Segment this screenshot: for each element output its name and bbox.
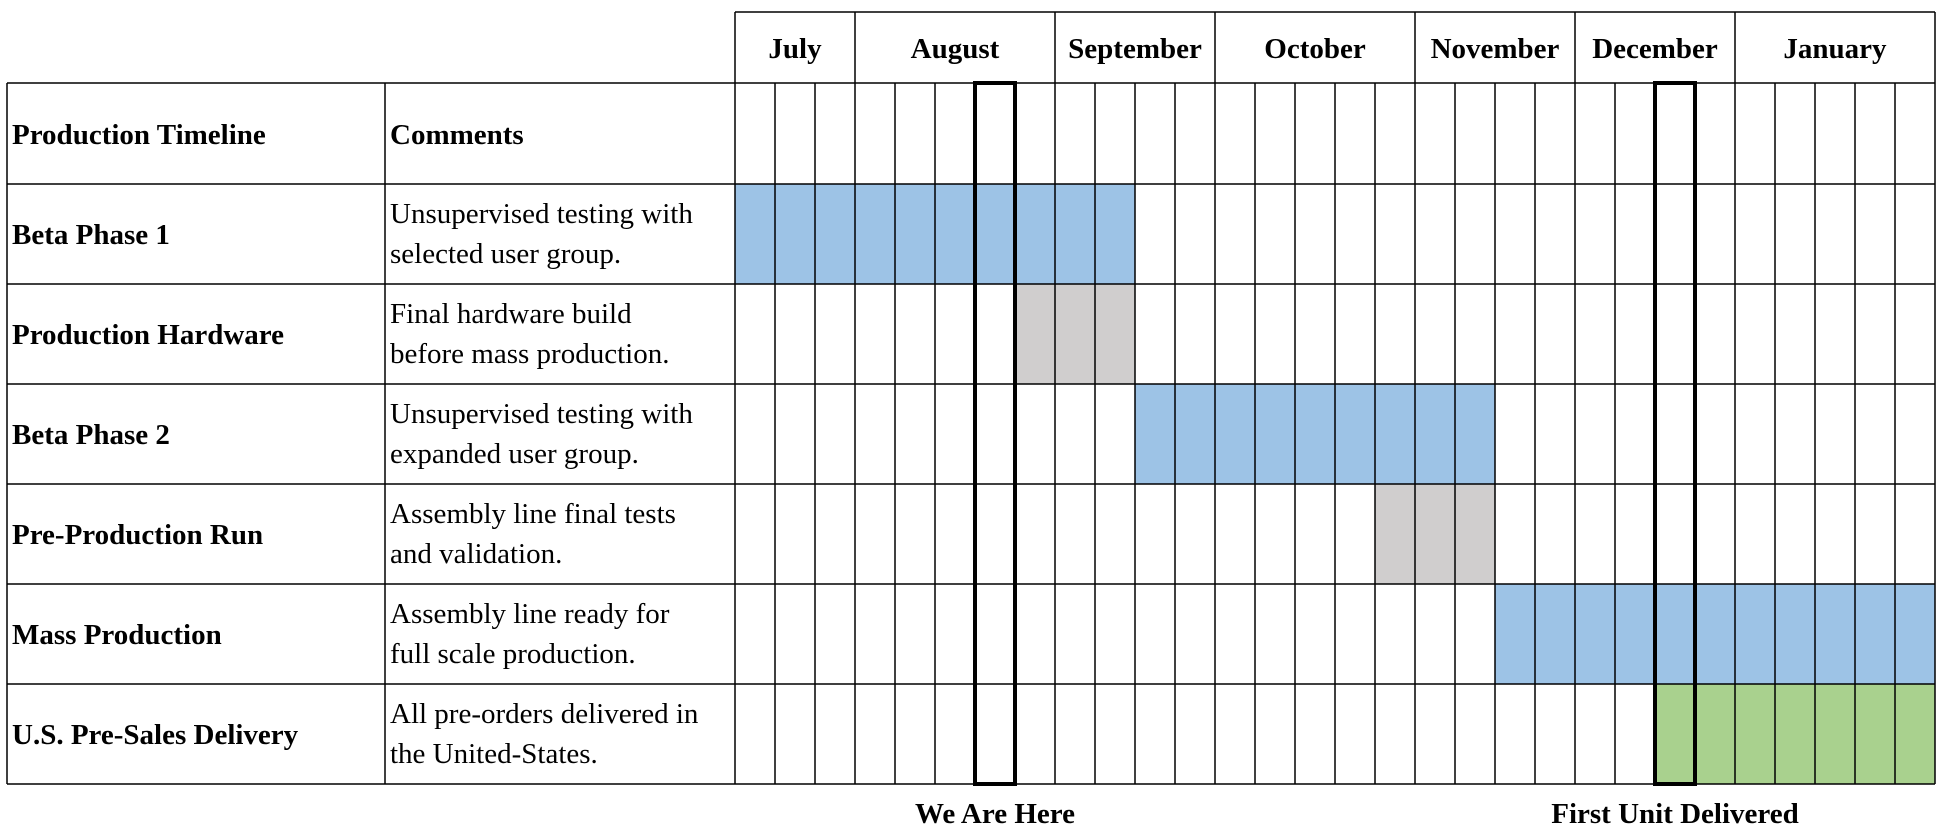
- month-label: August: [910, 33, 1000, 65]
- milestone-label: First Unit Delivered: [1551, 798, 1799, 830]
- month-label: October: [1264, 33, 1366, 65]
- task-comment: full scale production.: [390, 638, 636, 670]
- task-comment: Unsupervised testing with: [390, 198, 693, 230]
- month-label: July: [768, 33, 822, 65]
- task-comment: before mass production.: [390, 338, 670, 370]
- task-comment: Assembly line final tests: [390, 498, 676, 530]
- task-label: Mass Production: [12, 619, 222, 651]
- task-comment: selected user group.: [390, 238, 622, 270]
- month-label: November: [1430, 33, 1560, 65]
- milestone-label: We Are Here: [915, 798, 1075, 830]
- header-comment: Comments: [390, 119, 524, 151]
- task-comment: expanded user group.: [390, 438, 639, 470]
- task-comment: Final hardware build: [390, 298, 632, 330]
- task-label: Beta Phase 1: [12, 219, 170, 251]
- month-label: January: [1783, 33, 1887, 65]
- task-label: Pre-Production Run: [12, 519, 264, 551]
- task-bar: [1495, 584, 1935, 684]
- task-comment: the United-States.: [390, 738, 598, 770]
- month-label: December: [1592, 33, 1718, 65]
- task-bar: [1135, 384, 1495, 484]
- task-comment: Assembly line ready for: [390, 598, 670, 630]
- task-label: Beta Phase 2: [12, 419, 170, 451]
- task-bar: [1015, 284, 1135, 384]
- header-task: Production Timeline: [12, 119, 266, 151]
- month-label: September: [1068, 33, 1202, 65]
- task-comment: Unsupervised testing with: [390, 398, 693, 430]
- task-comment: All pre-orders delivered in: [390, 698, 699, 730]
- task-bar: [1375, 484, 1495, 584]
- task-label: U.S. Pre-Sales Delivery: [12, 719, 299, 751]
- task-label: Production Hardware: [12, 319, 285, 351]
- task-comment: and validation.: [390, 538, 563, 570]
